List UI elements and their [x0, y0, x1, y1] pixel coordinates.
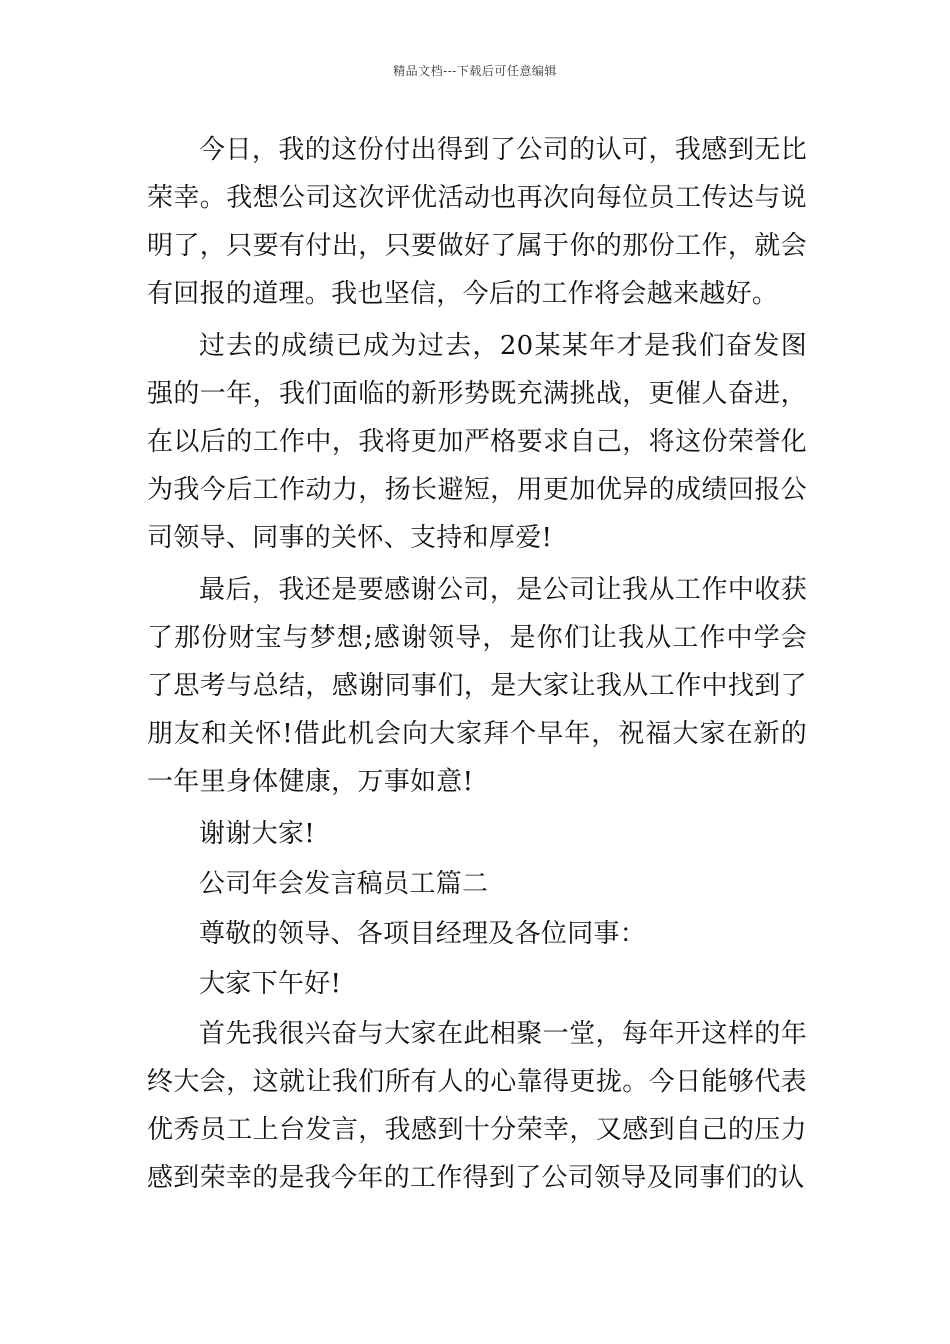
salutation: 尊敬的领导、各项目经理及各位同事：: [199, 919, 647, 949]
paragraph-2: 过去的成绩已成为过去，20某某年才是我们奋发图强的一年，我们面临的新形势既充满挑战，更催人奋进，在以后的工作中，我将更加严格要求自己，将这份荣誉化为我今后工作动力，扬长避短，用更加优异的成绩回报公司领导、同事的关怀、支持和厚爱!: [147, 331, 807, 553]
paragraph-thanks: 谢谢大家!: [199, 819, 315, 849]
paragraph-1: 今日，我的这份付出得到了公司的认可，我感到无比荣幸。我想公司这次评优活动也再次向每位员工传达与说明了，只要有付出，只要做好了属于你的那份工作，就会有回报的道理。我也坚信，今后的工作将会越来越好。: [147, 135, 807, 309]
section-title: 公司年会发言稿员工篇二: [199, 869, 489, 899]
paragraph-3: 最后，我还是要感谢公司，是公司让我从工作中收获了那份财宝与梦想;感谢领导，是你们让我从工作中学会了思考与总结，感谢同事们，是大家让我从工作中找到了朋友和关怀!借此机会向大家拜个早年，祝福大家在新的一年里身体健康，万事如意!: [147, 575, 807, 797]
greeting: 大家下午好!: [199, 969, 342, 999]
page-header: 精品文档---下载后可任意编辑: [393, 64, 557, 78]
document-body: [147, 126, 807, 1206]
paragraph-4: 首先我很兴奋与大家在此相聚一堂，每年开这样的年终大会，这就让我们所有人的心靠得更拢。今日能够代表优秀员工上台发言，我感到十分荣幸，又感到自己的压力感到荣幸的是我今年的工作得到了公司领导及同事们的认: [147, 1019, 807, 1193]
